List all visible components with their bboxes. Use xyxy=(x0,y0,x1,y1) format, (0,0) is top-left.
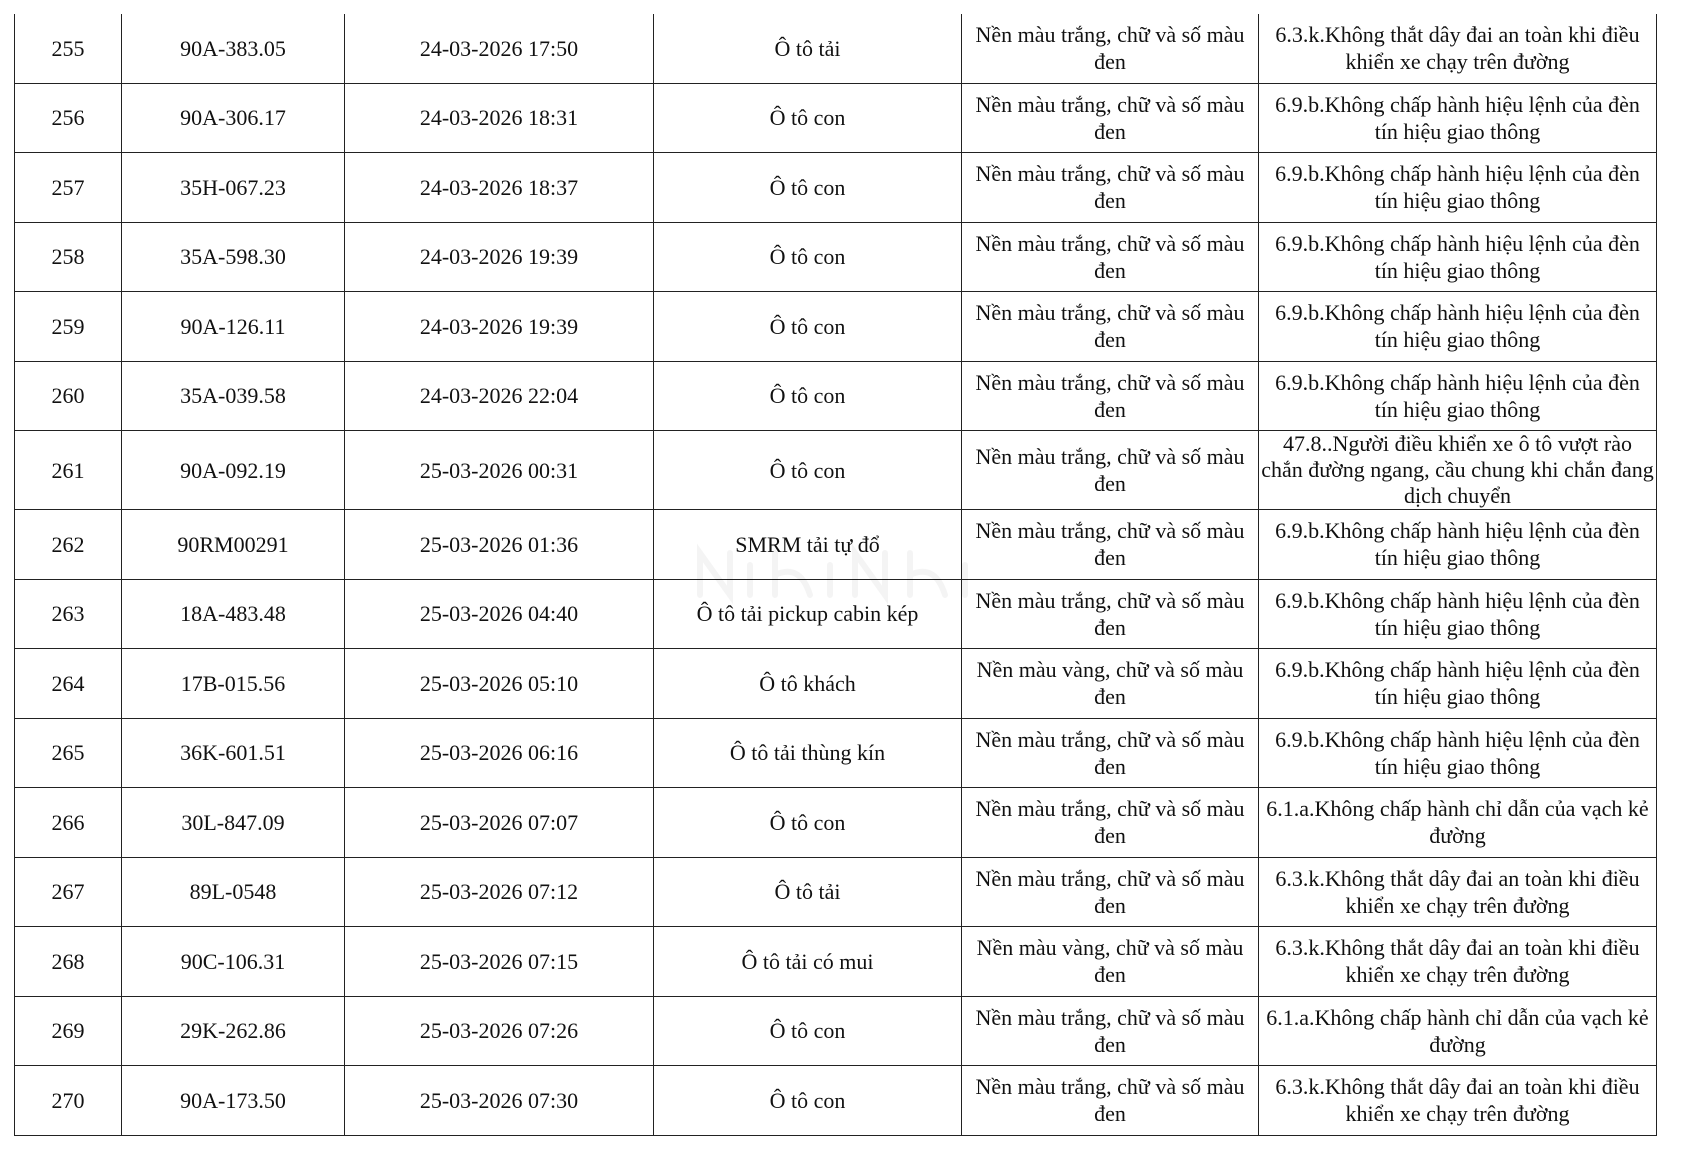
violation-cell: 6.9.b.Không chấp hành hiệu lệnh của đèn tín hiệu giao thông xyxy=(1259,222,1657,292)
table-row xyxy=(15,579,1657,649)
license-plate-cell: 17B-015.56 xyxy=(122,649,345,719)
row-number-cell: 257 xyxy=(15,153,122,223)
violation-time-cell: 25-03-2026 07:26 xyxy=(345,996,654,1066)
license-plate-cell: 90A-126.11 xyxy=(122,292,345,362)
plate-color-cell: Nền màu trắng, chữ và số màu đen xyxy=(962,431,1259,510)
row-number-cell: 266 xyxy=(15,788,122,858)
table-row xyxy=(15,1066,1657,1136)
table-row xyxy=(15,510,1657,580)
table-row xyxy=(15,857,1657,927)
violation-cell: 6.9.b.Không chấp hành hiệu lệnh của đèn tín hiệu giao thông xyxy=(1259,649,1657,719)
row-number-cell: 255 xyxy=(15,14,122,83)
violation-cell: 6.3.k.Không thắt dây đai an toàn khi điều khiển xe chạy trên đường xyxy=(1259,1066,1657,1136)
license-plate-cell: 36K-601.51 xyxy=(122,718,345,788)
row-number-cell: 259 xyxy=(15,292,122,362)
table-row xyxy=(15,431,1657,510)
vehicle-type-cell: Ô tô con xyxy=(654,1066,962,1136)
violation-time-cell: 25-03-2026 06:16 xyxy=(345,718,654,788)
vehicle-type-cell: Ô tô con xyxy=(654,222,962,292)
vehicle-type-cell: Ô tô tải pickup cabin kép xyxy=(654,579,962,649)
table-row xyxy=(15,718,1657,788)
license-plate-cell: 35A-039.58 xyxy=(122,361,345,431)
table-row xyxy=(15,14,1657,83)
table-row xyxy=(15,649,1657,719)
row-number-cell: 258 xyxy=(15,222,122,292)
row-number-cell: 269 xyxy=(15,996,122,1066)
violation-time-cell: 25-03-2026 00:31 xyxy=(345,431,654,510)
violation-time-cell: 25-03-2026 07:30 xyxy=(345,1066,654,1136)
license-plate-cell: 90A-173.50 xyxy=(122,1066,345,1136)
vehicle-type-cell: Ô tô con xyxy=(654,788,962,858)
plate-color-cell: Nền màu trắng, chữ và số màu đen xyxy=(962,718,1259,788)
vehicle-type-cell: Ô tô tải xyxy=(654,857,962,927)
row-number-cell: 270 xyxy=(15,1066,122,1136)
plate-color-cell: Nền màu trắng, chữ và số màu đen xyxy=(962,361,1259,431)
row-number-cell: 264 xyxy=(15,649,122,719)
row-number-cell: 265 xyxy=(15,718,122,788)
table-row xyxy=(15,927,1657,997)
table-row xyxy=(15,292,1657,362)
plate-color-cell: Nền màu trắng, chữ và số màu đen xyxy=(962,153,1259,223)
license-plate-cell: 18A-483.48 xyxy=(122,579,345,649)
row-number-cell: 261 xyxy=(15,431,122,510)
row-number-cell: 262 xyxy=(15,510,122,580)
license-plate-cell: 30L-847.09 xyxy=(122,788,345,858)
vehicle-type-cell: Ô tô tải xyxy=(654,14,962,83)
vehicle-type-cell: Ô tô tải thùng kín xyxy=(654,718,962,788)
plate-color-cell: Nền màu trắng, chữ và số màu đen xyxy=(962,788,1259,858)
plate-color-cell: Nền màu trắng, chữ và số màu đen xyxy=(962,579,1259,649)
vehicle-type-cell: Ô tô con xyxy=(654,153,962,223)
violation-cell: 6.1.a.Không chấp hành chỉ dẫn của vạch kẻ đường xyxy=(1259,788,1657,858)
row-number-cell: 263 xyxy=(15,579,122,649)
vehicle-type-cell: Ô tô tải có mui xyxy=(654,927,962,997)
license-plate-cell: 90A-306.17 xyxy=(122,83,345,153)
license-plate-cell: 90A-092.19 xyxy=(122,431,345,510)
violation-time-cell: 24-03-2026 18:37 xyxy=(345,153,654,223)
violation-time-cell: 25-03-2026 07:15 xyxy=(345,927,654,997)
vehicle-type-cell: Ô tô con xyxy=(654,292,962,362)
plate-color-cell: Nền màu trắng, chữ và số màu đen xyxy=(962,1066,1259,1136)
violations-table xyxy=(14,14,1657,1136)
vehicle-type-cell: Ô tô con xyxy=(654,431,962,510)
violation-time-cell: 24-03-2026 19:39 xyxy=(345,222,654,292)
violation-cell: 6.9.b.Không chấp hành hiệu lệnh của đèn tín hiệu giao thông xyxy=(1259,83,1657,153)
plate-color-cell: Nền màu trắng, chữ và số màu đen xyxy=(962,83,1259,153)
violation-cell: 6.3.k.Không thắt dây đai an toàn khi điều khiển xe chạy trên đường xyxy=(1259,927,1657,997)
violation-time-cell: 24-03-2026 22:04 xyxy=(345,361,654,431)
violation-time-cell: 24-03-2026 18:31 xyxy=(345,83,654,153)
table-row xyxy=(15,788,1657,858)
vehicle-type-cell: SMRM tải tự đổ xyxy=(654,510,962,580)
plate-color-cell: Nền màu trắng, chữ và số màu đen xyxy=(962,996,1259,1066)
violation-cell: 6.9.b.Không chấp hành hiệu lệnh của đèn tín hiệu giao thông xyxy=(1259,510,1657,580)
table-row xyxy=(15,83,1657,153)
violation-time-cell: 25-03-2026 04:40 xyxy=(345,579,654,649)
vehicle-type-cell: Ô tô khách xyxy=(654,649,962,719)
license-plate-cell: 90A-383.05 xyxy=(122,14,345,83)
violation-cell: 6.9.b.Không chấp hành hiệu lệnh của đèn tín hiệu giao thông xyxy=(1259,292,1657,362)
violation-time-cell: 25-03-2026 05:10 xyxy=(345,649,654,719)
license-plate-cell: 90RM00291 xyxy=(122,510,345,580)
row-number-cell: 268 xyxy=(15,927,122,997)
plate-color-cell: Nền màu trắng, chữ và số màu đen xyxy=(962,292,1259,362)
license-plate-cell: 29K-262.86 xyxy=(122,996,345,1066)
license-plate-cell: 90C-106.31 xyxy=(122,927,345,997)
table-row xyxy=(15,996,1657,1066)
table-row xyxy=(15,222,1657,292)
violation-cell: 6.3.k.Không thắt dây đai an toàn khi điều khiển xe chạy trên đường xyxy=(1259,857,1657,927)
plate-color-cell: Nền màu vàng, chữ và số màu đen xyxy=(962,927,1259,997)
table-row xyxy=(15,361,1657,431)
violation-time-cell: 25-03-2026 07:12 xyxy=(345,857,654,927)
violation-time-cell: 25-03-2026 01:36 xyxy=(345,510,654,580)
table-row xyxy=(15,153,1657,223)
vehicle-type-cell: Ô tô con xyxy=(654,361,962,431)
violation-cell: 6.9.b.Không chấp hành hiệu lệnh của đèn tín hiệu giao thông xyxy=(1259,718,1657,788)
plate-color-cell: Nền màu trắng, chữ và số màu đen xyxy=(962,14,1259,83)
violation-time-cell: 25-03-2026 07:07 xyxy=(345,788,654,858)
violation-time-cell: 24-03-2026 17:50 xyxy=(345,14,654,83)
plate-color-cell: Nền màu trắng, chữ và số màu đen xyxy=(962,857,1259,927)
violation-cell: 6.9.b.Không chấp hành hiệu lệnh của đèn tín hiệu giao thông xyxy=(1259,361,1657,431)
plate-color-cell: Nền màu vàng, chữ và số màu đen xyxy=(962,649,1259,719)
violation-time-cell: 24-03-2026 19:39 xyxy=(345,292,654,362)
vehicle-type-cell: Ô tô con xyxy=(654,996,962,1066)
row-number-cell: 260 xyxy=(15,361,122,431)
violations-table-body xyxy=(15,14,1657,1135)
license-plate-cell: 89L-0548 xyxy=(122,857,345,927)
plate-color-cell: Nền màu trắng, chữ và số màu đen xyxy=(962,510,1259,580)
plate-color-cell: Nền màu trắng, chữ và số màu đen xyxy=(962,222,1259,292)
license-plate-cell: 35A-598.30 xyxy=(122,222,345,292)
vehicle-type-cell: Ô tô con xyxy=(654,83,962,153)
row-number-cell: 267 xyxy=(15,857,122,927)
license-plate-cell: 35H-067.23 xyxy=(122,153,345,223)
violation-cell: 6.9.b.Không chấp hành hiệu lệnh của đèn tín hiệu giao thông xyxy=(1259,153,1657,223)
violation-cell: 6.9.b.Không chấp hành hiệu lệnh của đèn tín hiệu giao thông xyxy=(1259,579,1657,649)
row-number-cell: 256 xyxy=(15,83,122,153)
violation-cell: 6.1.a.Không chấp hành chỉ dẫn của vạch kẻ đường xyxy=(1259,996,1657,1066)
violation-cell: 47.8..Người điều khiển xe ô tô vượt rào chắn đường ngang, cầu chung khi chắn đang dịch chuyển xyxy=(1259,431,1657,510)
violation-cell: 6.3.k.Không thắt dây đai an toàn khi điều khiển xe chạy trên đường xyxy=(1259,14,1657,83)
violations-sheet xyxy=(14,14,1657,1136)
